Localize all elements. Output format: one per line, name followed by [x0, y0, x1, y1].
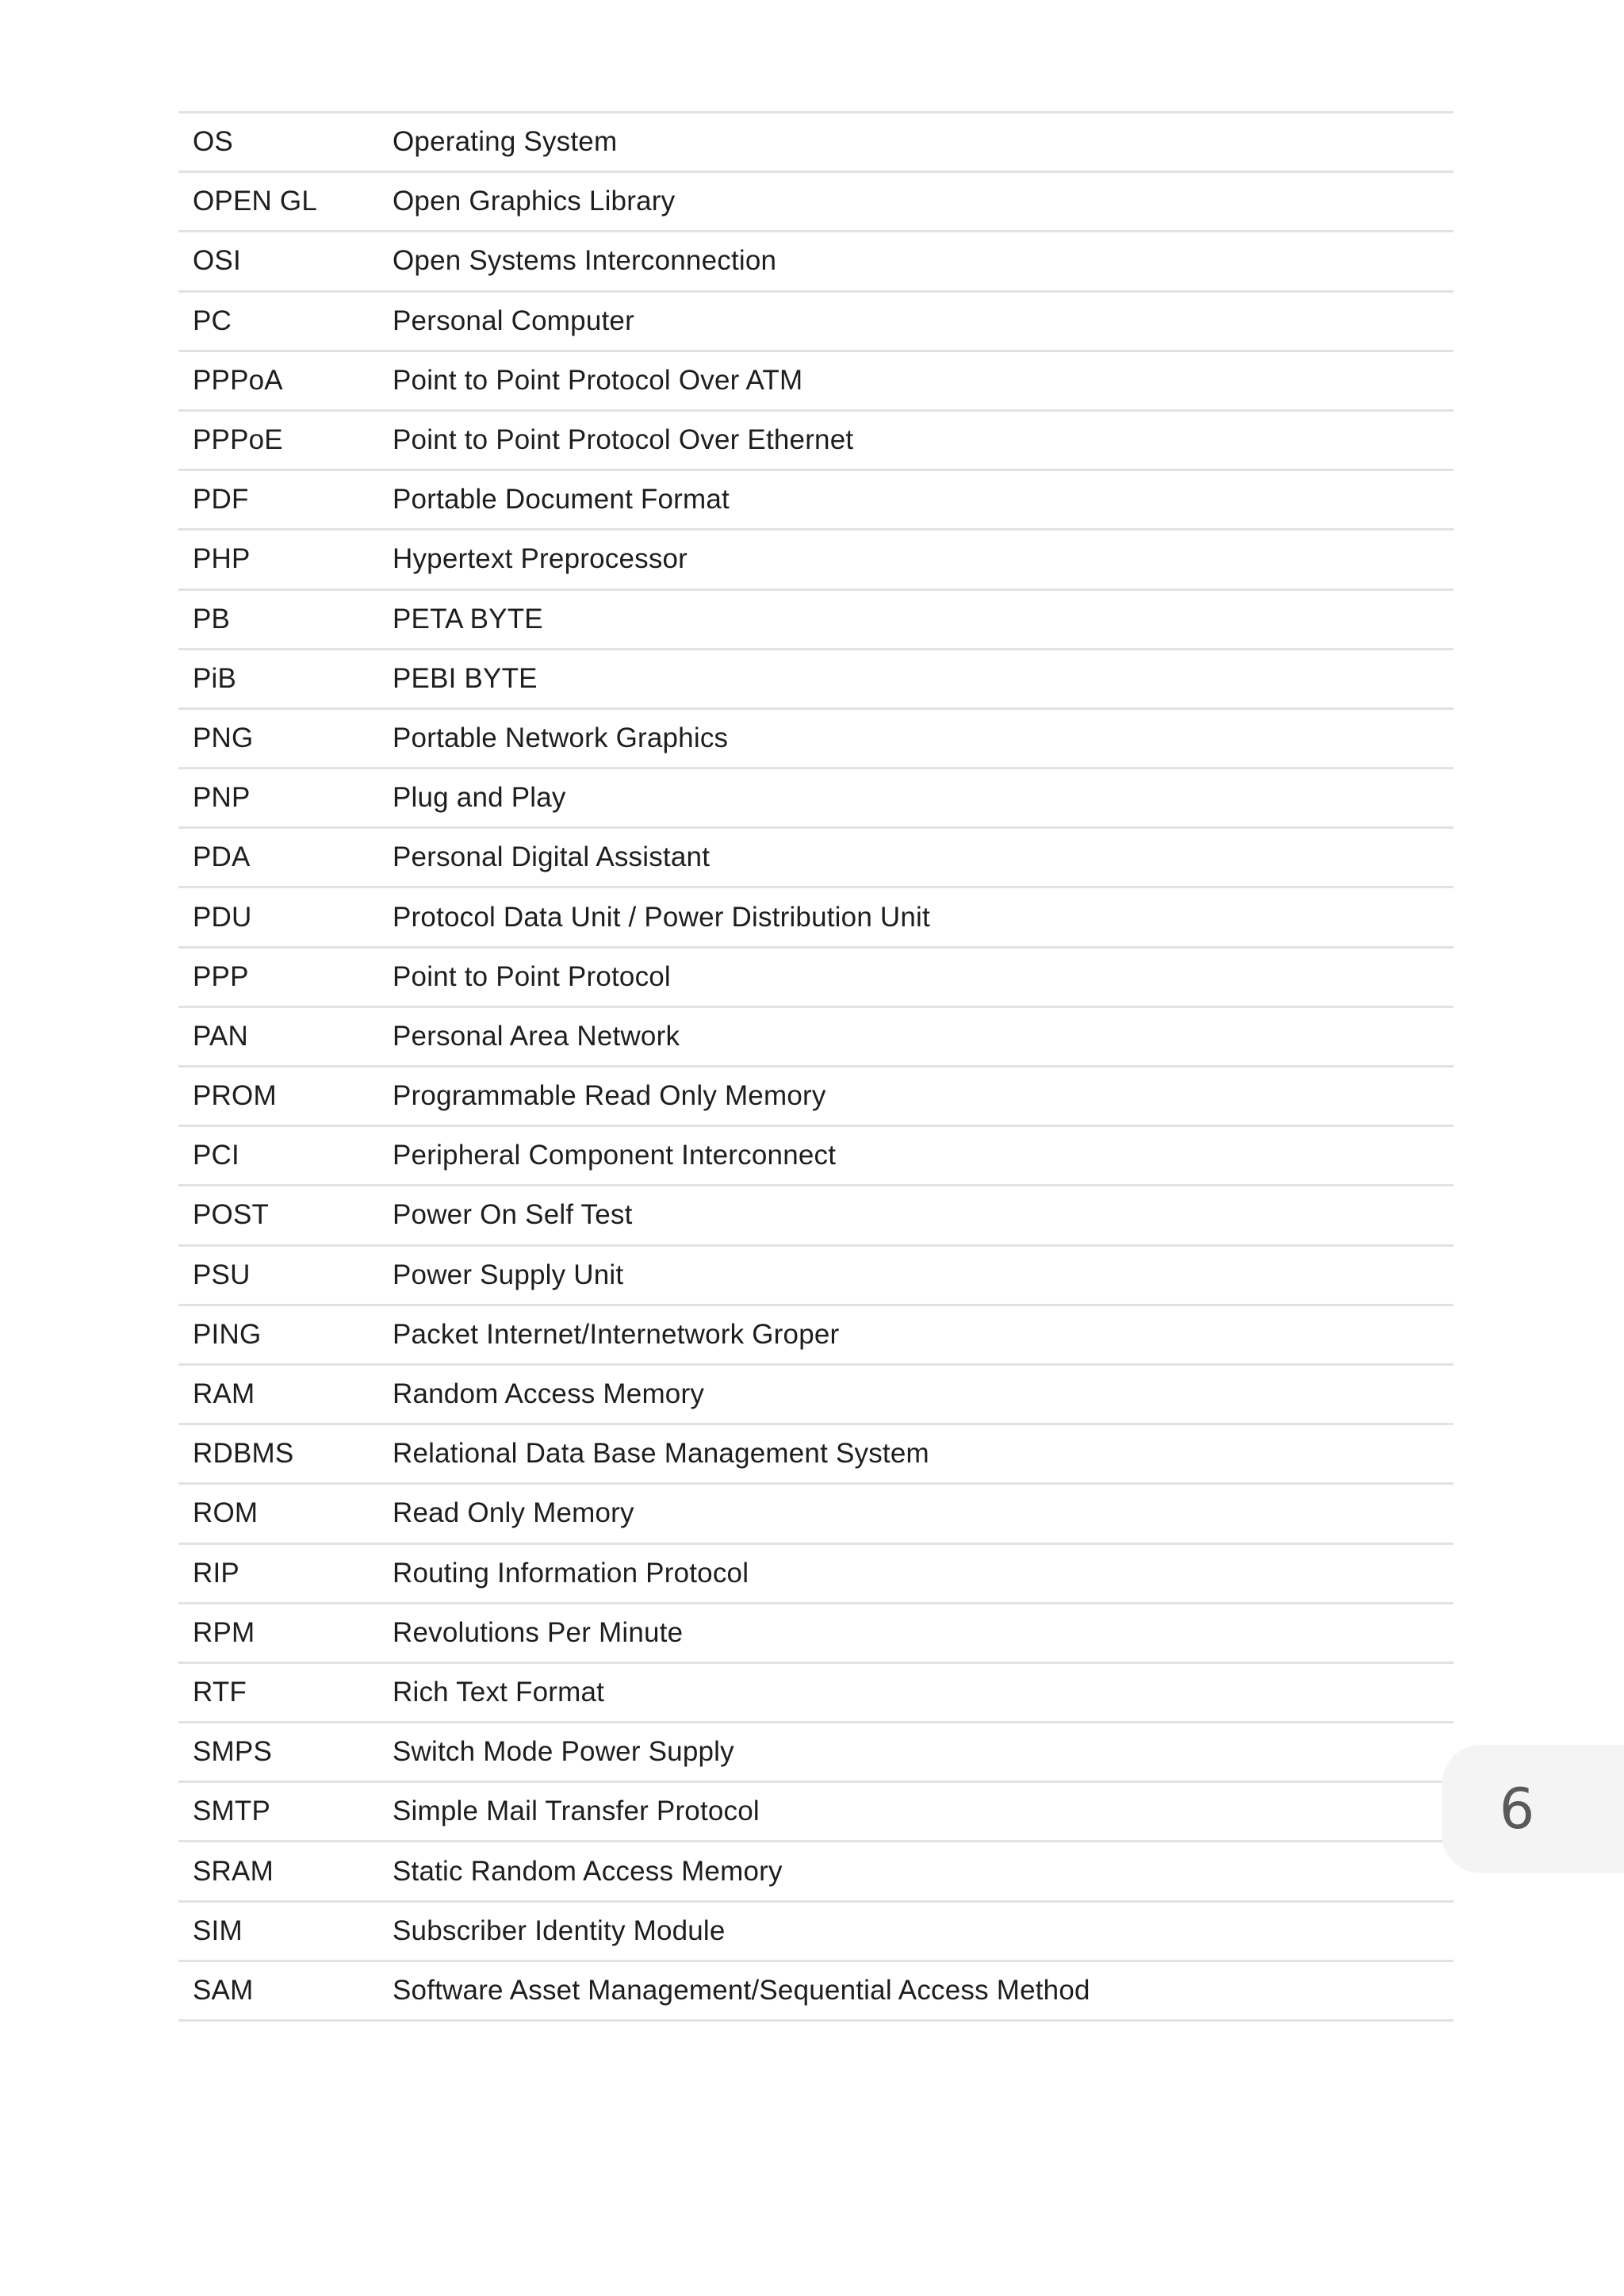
- table-row: [178, 1903, 1454, 1962]
- abbreviation-cell: SMPS: [193, 1736, 272, 1768]
- table-row: [178, 1664, 1454, 1723]
- abbreviation-cell: PPPoA: [193, 364, 283, 396]
- table-row: [178, 471, 1454, 531]
- full-form-cell: PEBI BYTE: [393, 662, 538, 694]
- full-form-cell: Software Asset Management/Sequential Access Method: [393, 1974, 1090, 2006]
- abbreviation-cell: OPEN GL: [193, 186, 318, 217]
- full-form-cell: Switch Mode Power Supply: [393, 1736, 734, 1768]
- table-row: [178, 1842, 1454, 1902]
- table-row: [178, 1545, 1454, 1604]
- full-form-cell: Routing Information Protocol: [393, 1557, 749, 1589]
- table-row: [178, 1247, 1454, 1306]
- full-form-cell: Relational Data Base Management System: [393, 1438, 929, 1470]
- full-form-cell: Point to Point Protocol Over Ethernet: [393, 424, 854, 456]
- abbreviation-cell: PCI: [193, 1140, 239, 1171]
- full-form-cell: Subscriber Identity Module: [393, 1915, 726, 1946]
- abbreviation-cell: RAM: [193, 1378, 255, 1410]
- abbreviation-cell: PB: [193, 603, 231, 634]
- abbreviation-cell: PDA: [193, 841, 251, 873]
- table-row: [178, 232, 1454, 292]
- abbreviation-cell: PPPoE: [193, 424, 283, 456]
- table-row: [178, 1186, 1454, 1246]
- table-row: [178, 650, 1454, 710]
- abbreviation-cell: PAN: [193, 1020, 248, 1052]
- table-row: [178, 293, 1454, 352]
- abbreviation-cell: PROM: [193, 1080, 277, 1112]
- abbreviation-cell: ROM: [193, 1497, 259, 1529]
- table-row: [178, 1306, 1454, 1366]
- table-row: [178, 1604, 1454, 1664]
- table-row: [178, 352, 1454, 412]
- abbreviation-table: [178, 111, 1454, 2022]
- table-row: [178, 1008, 1454, 1068]
- table-row: [178, 173, 1454, 232]
- full-form-cell: Programmable Read Only Memory: [393, 1080, 826, 1112]
- abbreviation-cell: PNP: [193, 782, 251, 814]
- table-row: [178, 829, 1454, 888]
- table-row: [178, 531, 1454, 590]
- abbreviation-cell: RDBMS: [193, 1438, 294, 1470]
- full-form-cell: Point to Point Protocol Over ATM: [393, 364, 803, 396]
- full-form-cell: Static Random Access Memory: [393, 1855, 783, 1887]
- full-form-cell: Revolutions Per Minute: [393, 1616, 684, 1648]
- table-row: [178, 113, 1454, 173]
- full-form-cell: Protocol Data Unit / Power Distribution Unit: [393, 901, 930, 933]
- full-form-cell: Open Graphics Library: [393, 186, 676, 217]
- table-row: [178, 1783, 1454, 1842]
- full-form-cell: Read Only Memory: [393, 1497, 634, 1529]
- page-number: 6: [1499, 1777, 1535, 1842]
- full-form-cell: Personal Area Network: [393, 1020, 680, 1052]
- abbreviation-cell: SIM: [193, 1915, 243, 1946]
- abbreviation-cell: OS: [193, 126, 233, 158]
- table-row: [178, 710, 1454, 769]
- full-form-cell: Peripheral Component Interconnect: [393, 1140, 837, 1171]
- full-form-cell: Packet Internet/Internetwork Groper: [393, 1318, 840, 1350]
- table-row: [178, 1485, 1454, 1544]
- table-row: [178, 888, 1454, 948]
- full-form-cell: Point to Point Protocol: [393, 960, 671, 992]
- abbreviation-cell: RTF: [193, 1676, 247, 1708]
- full-form-cell: PETA BYTE: [393, 603, 543, 634]
- abbreviation-cell: SMTP: [193, 1796, 271, 1827]
- abbreviation-cell: PiB: [193, 662, 237, 694]
- abbreviation-cell: PHP: [193, 543, 251, 575]
- full-form-cell: Simple Mail Transfer Protocol: [393, 1796, 760, 1827]
- abbreviation-cell: RPM: [193, 1616, 255, 1648]
- full-form-cell: Open Systems Interconnection: [393, 245, 777, 277]
- abbreviation-cell: OSI: [193, 245, 241, 277]
- full-form-cell: Operating System: [393, 126, 618, 158]
- table-row: [178, 769, 1454, 829]
- table-row: [178, 1723, 1454, 1783]
- full-form-cell: Plug and Play: [393, 782, 566, 814]
- abbreviation-cell: PDU: [193, 901, 252, 933]
- full-form-cell: Portable Document Format: [393, 484, 730, 516]
- table-row: [178, 412, 1454, 471]
- abbreviation-cell: POST: [193, 1199, 270, 1231]
- abbreviation-cell: PPP: [193, 960, 249, 992]
- table-row: [178, 1366, 1454, 1425]
- abbreviation-cell: PING: [193, 1318, 262, 1350]
- full-form-cell: Portable Network Graphics: [393, 722, 729, 753]
- abbreviation-cell: PNG: [193, 722, 254, 753]
- full-form-cell: Personal Computer: [393, 305, 634, 336]
- page-number-tab: [1442, 1745, 1624, 1873]
- abbreviation-cell: SAM: [193, 1974, 254, 2006]
- table-row: [178, 1425, 1454, 1485]
- full-form-cell: Random Access Memory: [393, 1378, 705, 1410]
- table-row: [178, 1068, 1454, 1127]
- abbreviation-cell: RIP: [193, 1557, 239, 1589]
- full-form-cell: Power Supply Unit: [393, 1259, 624, 1290]
- full-form-cell: Hypertext Preprocessor: [393, 543, 688, 575]
- full-form-cell: Power On Self Test: [393, 1199, 633, 1231]
- table-row: [178, 1962, 1454, 2022]
- abbreviation-cell: PC: [193, 305, 232, 336]
- abbreviation-cell: PSU: [193, 1259, 251, 1290]
- full-form-cell: Rich Text Format: [393, 1676, 605, 1708]
- abbreviation-cell: SRAM: [193, 1855, 274, 1887]
- table-row: [178, 1127, 1454, 1186]
- table-row: [178, 949, 1454, 1008]
- abbreviation-cell: PDF: [193, 484, 249, 516]
- full-form-cell: Personal Digital Assistant: [393, 841, 710, 873]
- table-row: [178, 591, 1454, 650]
